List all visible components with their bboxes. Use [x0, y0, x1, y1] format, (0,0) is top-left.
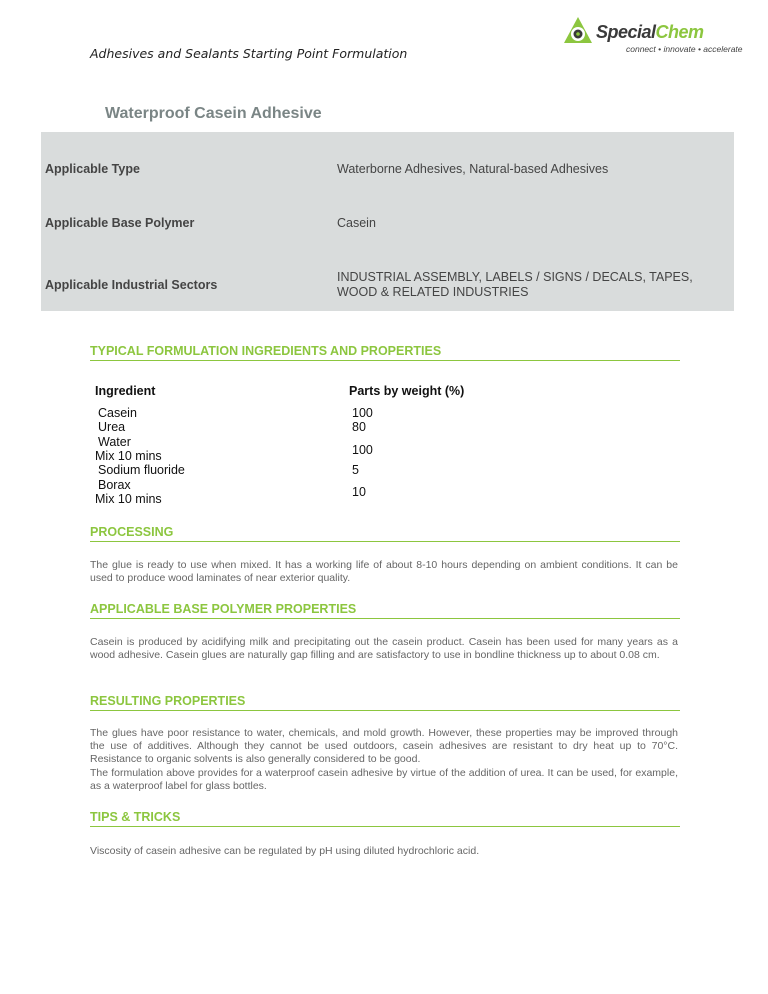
resulting-text-2: The formulation above provides for a waterproof casein adhesive by virtue of the addition of urea. It can be used, for example, as a waterproof label for glass bottles. — [90, 767, 678, 792]
column-header-parts: Parts by weight (%) — [349, 384, 465, 398]
ingredient-step: Mix 10 mins — [95, 492, 162, 506]
section-heading-resulting: RESULTING PROPERTIES — [90, 694, 680, 711]
info-value-polymer: Casein — [337, 216, 376, 230]
column-header-ingredient: Ingredient — [95, 384, 156, 398]
ingredient-name: Borax — [98, 478, 131, 492]
section-heading-processing: PROCESSING — [90, 525, 680, 542]
ingredient-step: Mix 10 mins — [95, 449, 162, 463]
section-heading-tips: TIPS & TRICKS — [90, 810, 680, 827]
tips-text: Viscosity of casein adhesive can be regulated by pH using diluted hydrochloric acid. — [90, 845, 480, 857]
ingredient-name: Urea — [98, 420, 126, 434]
logo-word-special: Special — [596, 22, 656, 42]
specialchem-logo-icon — [562, 16, 594, 48]
ingredient-parts: 100 — [352, 406, 373, 420]
info-label-type: Applicable Type — [45, 162, 140, 176]
info-label-sectors: Applicable Industrial Sectors — [45, 278, 218, 292]
section-heading-base-polymer: APPLICABLE BASE POLYMER PROPERTIES — [90, 602, 680, 619]
resulting-text-1: The glues have poor resistance to water, chemicals, and mold growth. However, these properties may be improved through the use of additives. Although they cannot be used outdoors, casein adhesives are resistant to dry heat up to 70°C. Resistance to organic solvents is also generally considered to be good. — [90, 727, 678, 765]
section-heading-formulation: TYPICAL FORMULATION INGREDIENTS AND PROPERTIES — [90, 344, 680, 361]
base-polymer-text: Casein is produced by acidifying milk and precipitating out the casein product. Casein has been used for many years as a wood adhesive. Casein glues are naturally gap filling and are satisfactory to use in bondline thickness up to about 0.08 cm. — [90, 636, 678, 661]
processing-text: The glue is ready to use when mixed. It has a working life of about 8-10 hours depending on ambient conditions. It can be used to produce wood laminates of near exterior quality. — [90, 559, 678, 584]
ingredient-parts: 100 — [352, 443, 373, 457]
info-label-polymer: Applicable Base Polymer — [45, 216, 195, 230]
logo-word-chem: Chem — [655, 22, 704, 42]
ingredient-name: Sodium fluoride — [98, 463, 185, 477]
ingredient-name: Water — [98, 435, 131, 449]
info-value-sectors: INDUSTRIAL ASSEMBLY, LABELS / SIGNS / DECALS, TAPES, WOOD & RELATED INDUSTRIES — [337, 270, 693, 299]
document-header-title: Adhesives and Sealants Starting Point Formulation — [90, 46, 408, 61]
logo-wordmark — [596, 22, 704, 43]
ingredient-parts: 80 — [352, 420, 366, 434]
ingredient-parts: 10 — [352, 485, 366, 499]
info-value-type: Waterborne Adhesives, Natural-based Adhesives — [337, 162, 609, 176]
ingredient-name: Casein — [98, 406, 137, 420]
logo-tagline: connect • innovate • accelerate — [626, 44, 743, 54]
applicability-box — [41, 132, 734, 311]
specialchem-logo — [562, 14, 752, 60]
ingredient-parts: 5 — [352, 463, 359, 477]
page-title: Waterproof Casein Adhesive — [105, 105, 322, 122]
